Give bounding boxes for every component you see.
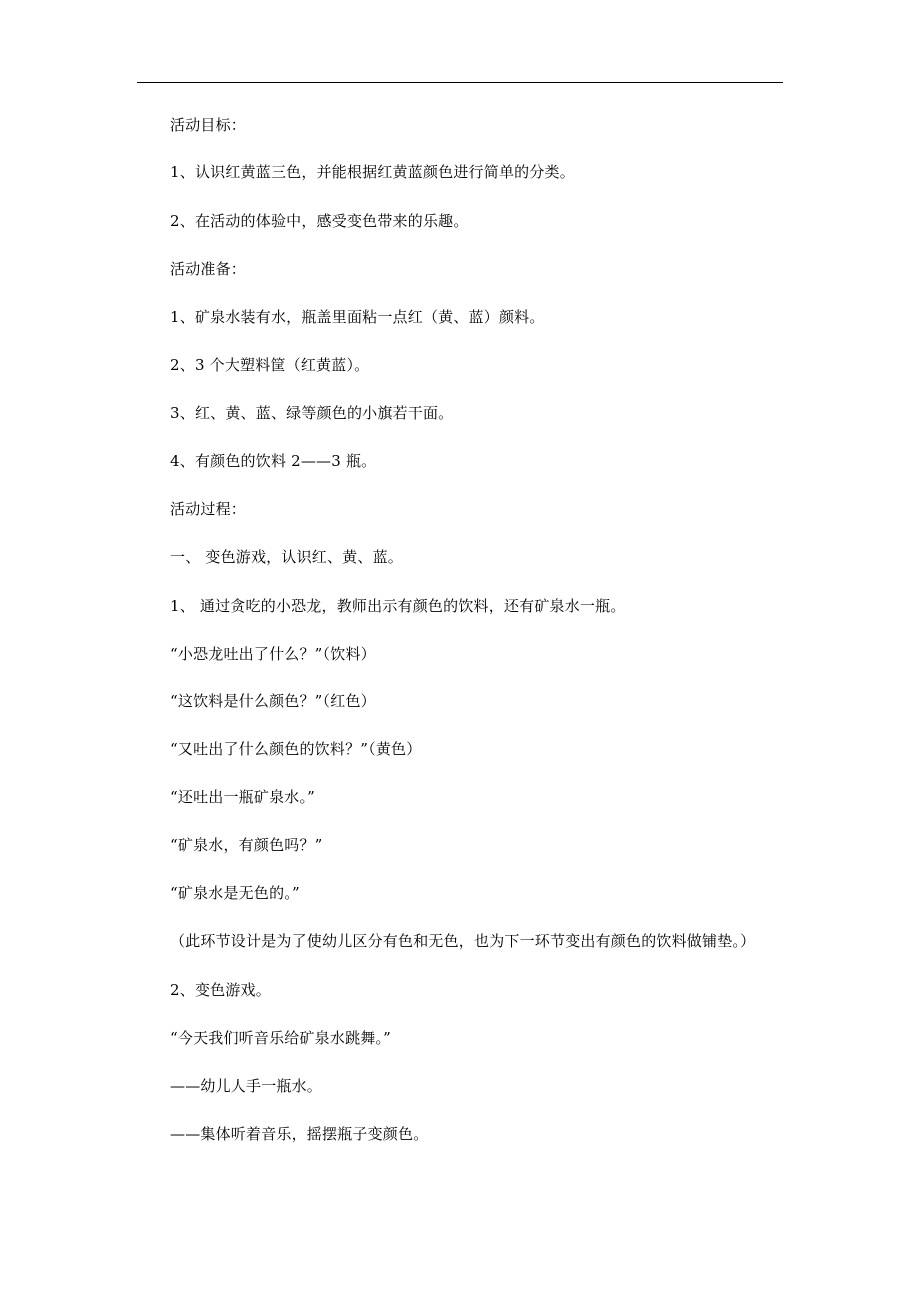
dialogue-line: “矿泉水是无色的。” [170,884,300,902]
dialogue-line: “矿泉水，有颜色吗？” [170,836,323,854]
activity-item: ——集体听着音乐，摇摆瓶子变颜色。 [170,1125,429,1143]
section-heading-process: 活动过程： [170,500,247,518]
dialogue-line: “又吐出了什么颜色的饮料？”（黄色） [170,740,422,758]
preparation-item-3: 3、红、黄、蓝、绿等颜色的小旗若干面。 [170,404,454,422]
goal-item-2: 2、在活动的体验中，感受变色带来的乐趣。 [170,212,469,230]
process-substep-2: 2、变色游戏。 [170,981,271,999]
preparation-item-2: 2、3 个大塑料筐（红黄蓝）。 [170,356,370,374]
goal-item-1: 1、认识红黄蓝三色，并能根据红黄蓝颜色进行简单的分类。 [170,163,575,181]
dialogue-line: “小恐龙吐出了什么？”（饮料） [170,645,376,663]
dialogue-line: “还吐出一瓶矿泉水。” [170,788,316,806]
section-heading-goals: 活动目标： [170,116,247,134]
process-step-heading: 一、 变色游戏，认识红、黄、蓝。 [170,548,403,566]
dialogue-line: “这饮料是什么颜色？”（红色） [170,692,376,710]
header-rule [137,82,783,83]
dialogue-line: “今天我们听音乐给矿泉水跳舞。” [170,1029,392,1047]
preparation-item-1: 1、矿泉水装有水，瓶盖里面粘一点红（黄、蓝）颜料。 [170,308,545,326]
preparation-item-4: 4、有颜色的饮料 2——3 瓶。 [170,452,377,470]
process-substep-1: 1、 通过贪吃的小恐龙，教师出示有颜色的饮料，还有矿泉水一瓶。 [170,597,626,615]
section-heading-preparation: 活动准备： [170,260,247,278]
activity-item: ——幼儿人手一瓶水。 [170,1077,323,1095]
design-note: （此环节设计是为了使幼儿区分有色和无色，也为下一环节变出有颜色的饮料做铺垫。） [170,932,756,950]
